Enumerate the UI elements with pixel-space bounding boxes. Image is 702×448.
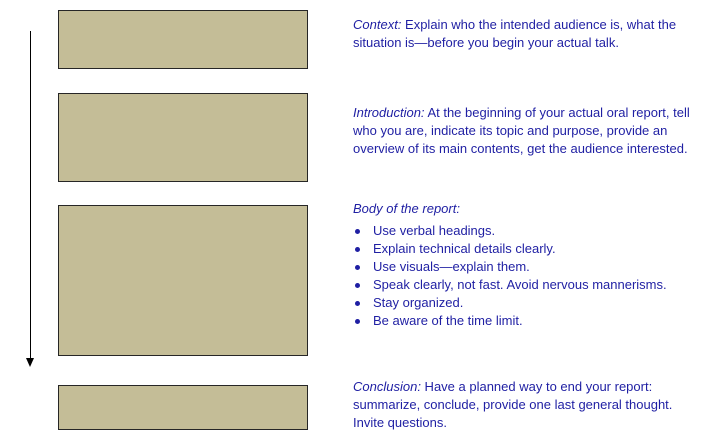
body-bullet-item: Speak clearly, not fast. Avoid nervous mannerisms.	[353, 276, 698, 294]
introduction-box	[58, 93, 308, 182]
body-bullet-item: Stay organized.	[353, 294, 698, 312]
timeline-arrow-line	[30, 31, 31, 359]
context-description: Explain who the intended audience is, what the situation is—before you begin your actual talk.	[353, 17, 677, 50]
body-bullet-item: Use verbal headings.	[353, 222, 698, 240]
introduction-text	[353, 104, 698, 158]
introduction-description: At the beginning of your actual oral report, tell who you are, indicate its topic and purpose, provide an overview of its main contents, get the audience interested.	[353, 105, 690, 156]
conclusion-label: Conclusion:	[353, 379, 421, 394]
timeline-arrow-head	[26, 358, 34, 367]
introduction-label: Introduction:	[353, 105, 425, 120]
body-bullet-item: Be aware of the time limit.	[353, 312, 698, 330]
conclusion-description: Have a planned way to end your report: summarize, conclude, provide one last general thought. Invite questions.	[353, 379, 673, 430]
body-box	[58, 205, 308, 356]
context-label: Context:	[353, 17, 402, 32]
body-text	[353, 200, 698, 330]
body-bullet-item: Use visuals—explain them.	[353, 258, 698, 276]
body-label: Body of the report:	[353, 201, 460, 216]
conclusion-box	[58, 385, 308, 430]
body-bullet-item: Explain technical details clearly.	[353, 240, 698, 258]
context-box	[58, 10, 308, 69]
conclusion-text	[353, 378, 698, 432]
body-bullet-list	[353, 222, 698, 330]
context-text	[353, 16, 698, 52]
